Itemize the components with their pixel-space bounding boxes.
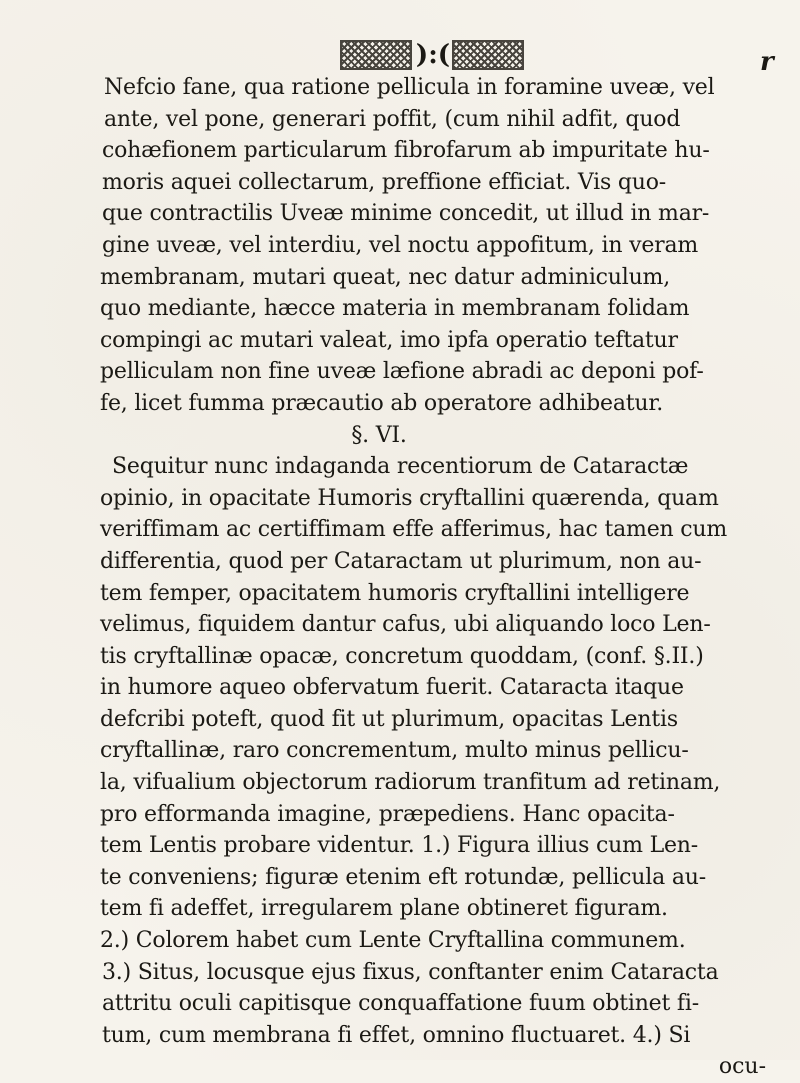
text-line: in humore aqueo obfervatum fuerit. Cataracta itaque (100, 675, 684, 701)
text-line: tem femper, opacitatem humoris cryftallini intelligere (100, 580, 690, 606)
text-line: veriffimam ac certiffimam effe afferimus, hac tamen cum (100, 517, 728, 543)
body-text (80, 72, 768, 1083)
section-heading: §. VI. (351, 422, 407, 448)
text-line: pro efformanda imagine, præpediens. Hanc opacita- (100, 801, 675, 827)
text-line: tem fi adeffet, irregularem plane obtineret figuram. (100, 896, 668, 922)
catchword: ocu- (718, 1054, 766, 1080)
text-line: cryftallinæ, raro concrementum, multo minus pellicu- (100, 738, 689, 764)
text-line: fe, licet fumma præcautio ab operatore adhibeatur. (100, 390, 664, 416)
text-line: que contractilis Uveæ minime concedit, ut illud in mar- (102, 201, 710, 227)
text-line: tem Lentis probare videntur. 1.) Figura illius cum Len- (100, 833, 698, 859)
text-line: differentia, quod per Cataractam ut plurimum, non au- (100, 548, 702, 574)
right-ornament-icon (452, 40, 524, 70)
text-line: 3.) Situs, locusque ejus fixus, conftanter enim Cataracta (102, 959, 719, 985)
text-line: cohæfionem particularum fibrofarum ab impuritate hu- (102, 138, 710, 164)
text-line: opinio, in opacitate Humoris cryftallini quærenda, quam (100, 485, 719, 511)
text-line: velimus, fiquidem dantur cafus, ubi aliquando loco Len- (100, 612, 711, 638)
text-line: pelliculam non fine uveæ læfione abradi ac deponi pof- (100, 359, 704, 385)
text-line: te conveniens; figuræ etenim eft rotundæ, pellicula au- (100, 864, 706, 890)
text-line: Nefcio fane, qua ratione pellicula in foramine uveæ, vel (104, 75, 715, 100)
text-line: tum, cum membrana fi effet, omnino fluctuaret. 4.) Si (102, 1022, 691, 1048)
text-line: defcribi poteft, quod fit ut plurimum, opacitas Lentis (100, 706, 678, 732)
text-line: 2.) Colorem habet cum Lente Cryftallina communem. (100, 928, 686, 954)
text-line: membranam, mutari queat, nec datur adminiculum, (100, 264, 671, 290)
text-line: ante, vel pone, generari poffit, (cum nihil adfit, quod (104, 106, 681, 132)
text-line: compingi ac mutari valeat, imo ipfa operatio teftatur (100, 327, 678, 353)
text-line: tis cryftallinæ opacæ, concretum quoddam, (conf. §.II.) (100, 643, 704, 669)
text-line: quo mediante, hæcce materia in membranam folidam (100, 296, 690, 322)
text-line: la, vifualium objectorum radiorum tranfitum ad retinam, (100, 770, 721, 796)
text-line: gine uveæ, vel interdiu, vel noctu appofitum, in veram (102, 232, 699, 258)
left-ornament-icon (340, 40, 412, 70)
text-line: moris aquei collectarum, preffione efficiat. Vis quo- (102, 169, 666, 195)
sheet-signature: r (760, 47, 774, 77)
signature-mark: ):( (415, 40, 451, 70)
text-line: attritu oculi capitisque conquaffatione fuum obtinet fi- (102, 991, 699, 1017)
text-line: Sequitur nunc indaganda recentiorum de Cataractæ (112, 454, 689, 480)
